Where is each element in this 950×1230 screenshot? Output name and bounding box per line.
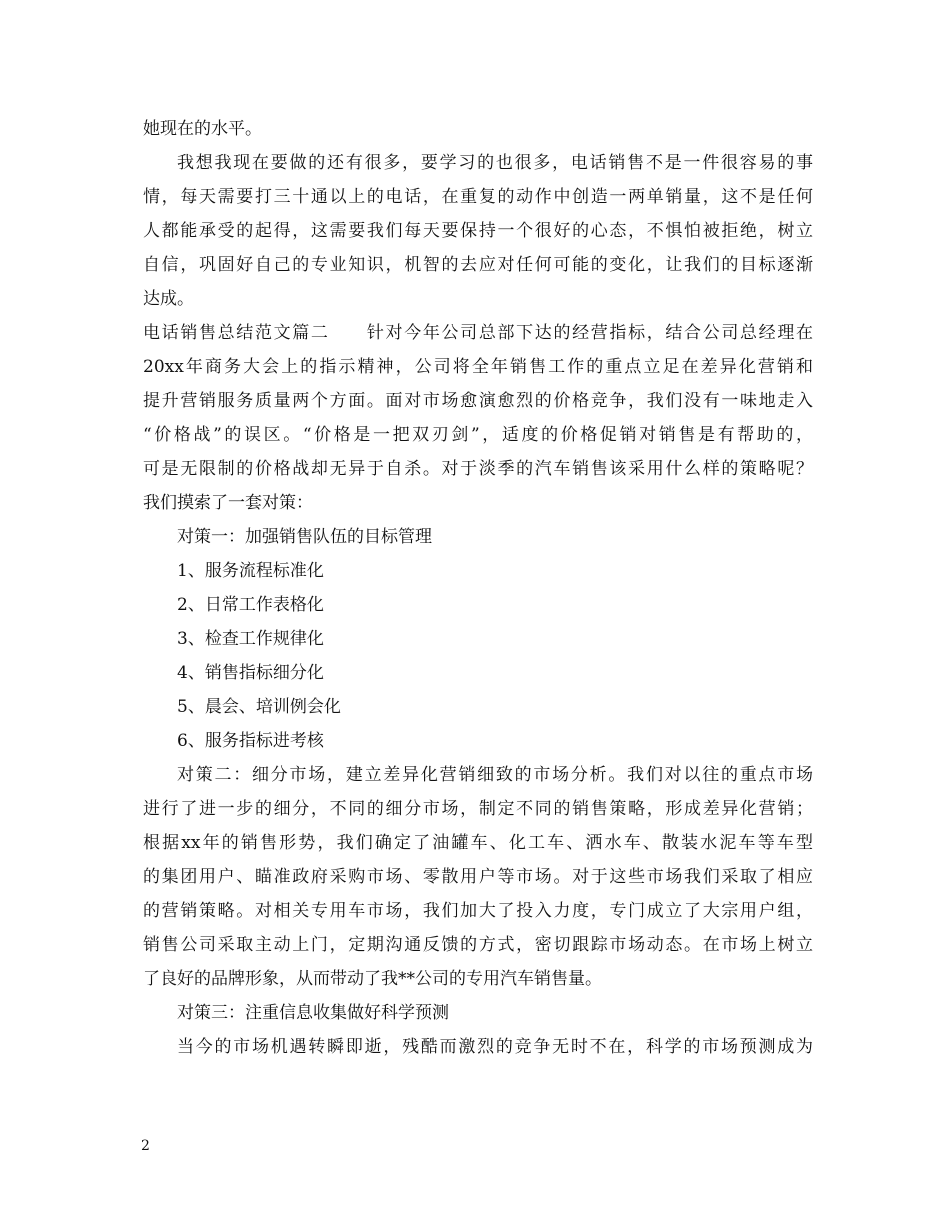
text-line: 的集团用户、瞄准政府采购市场、零散用户等市场。对于这些市场我们采取了相应 bbox=[143, 867, 813, 887]
text-line: 进行了进一步的细分，不同的细分市场，制定不同的销售策略，形成差异化营销； bbox=[143, 799, 813, 819]
text-line: 了良好的品牌形象，从而带动了我**公司的专用汽车销售量。 bbox=[143, 969, 602, 989]
page-number: 2 bbox=[141, 1138, 150, 1154]
text-line: 20xx年商务大会上的指示精神，公司将全年销售工作的重点立足在差异化营销和 bbox=[143, 357, 813, 377]
section-heading-line: 电话销售总结范文篇二 针对今年公司总部下达的经营指标，结合公司总经理在 bbox=[143, 323, 813, 343]
text-line: 可是无限制的价格战却无异于自杀。对于淡季的汽车销售该采用什么样的策略呢？ bbox=[143, 459, 813, 479]
text-line: 对策二：细分市场，建立差异化营销细致的市场分析。我们对以往的重点市场 bbox=[177, 765, 813, 785]
list-item: 6、服务指标进考核 bbox=[177, 731, 324, 751]
list-item: 4、销售指标细分化 bbox=[177, 663, 324, 683]
text-line: 自信，巩固好自己的专业知识，机智的去应对任何可能的变化，让我们的目标逐渐 bbox=[143, 255, 813, 275]
text-line: 达成。 bbox=[143, 289, 194, 309]
text-line: 当今的市场机遇转瞬即逝，残酷而激烈的竞争无时不在，科学的市场预测成为 bbox=[177, 1037, 813, 1057]
text-line: “价格战”的误区。“价格是一把双刃剑”，适度的价格促销对销售是有帮助的， bbox=[143, 425, 813, 445]
text-line: 提升营销服务质量两个方面。面对市场愈演愈烈的价格竞争，我们没有一味地走入 bbox=[143, 391, 813, 411]
list-item: 5、晨会、培训例会化 bbox=[177, 697, 341, 717]
list-item: 2、日常工作表格化 bbox=[177, 595, 324, 615]
strategy-heading: 对策三：注重信息收集做好科学预测 bbox=[177, 1003, 449, 1023]
text-line: 她现在的水平。 bbox=[143, 119, 262, 139]
text-line: 的营销策略。对相关专用车市场，我们加大了投入力度，专门成立了大宗用户组， bbox=[143, 901, 813, 921]
text-line: 情，每天需要打三十通以上的电话，在重复的动作中创造一两单销量，这不是任何 bbox=[143, 187, 813, 207]
list-item: 1、服务流程标准化 bbox=[177, 561, 324, 581]
text-line: 人都能承受的起得，这需要我们每天要保持一个很好的心态，不惧怕被拒绝，树立 bbox=[143, 221, 813, 241]
list-item: 3、检查工作规律化 bbox=[177, 629, 324, 649]
text-line: 我想我现在要做的还有很多，要学习的也很多，电话销售不是一件很容易的事 bbox=[177, 153, 813, 173]
text-line: 我们摸索了一套对策： bbox=[143, 493, 313, 513]
text-line: 销售公司采取主动上门，定期沟通反馈的方式，密切跟踪市场动态。在市场上树立 bbox=[143, 935, 813, 955]
strategy-heading: 对策一：加强销售队伍的目标管理 bbox=[177, 527, 432, 547]
text-line: 根据xx年的销售形势，我们确定了油罐车、化工车、洒水车、散装水泥车等车型 bbox=[143, 833, 813, 853]
